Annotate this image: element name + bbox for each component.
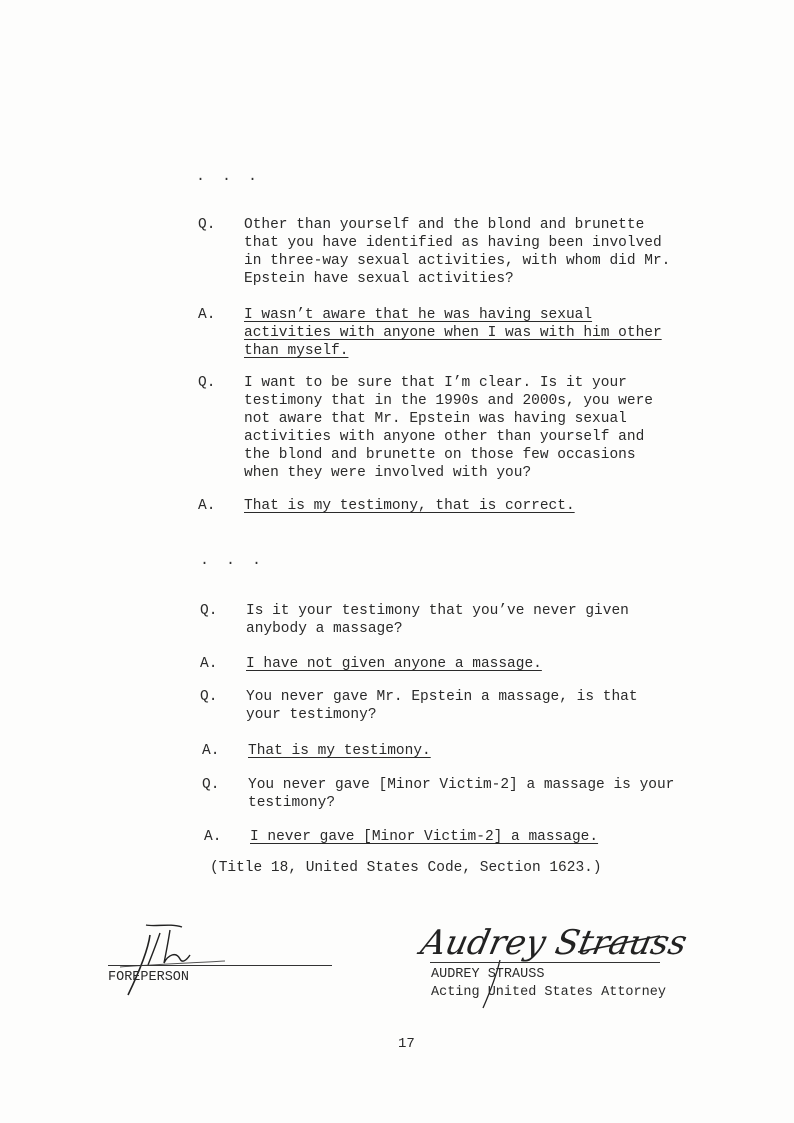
page-number: 17 bbox=[398, 1036, 415, 1052]
statute-citation: (Title 18, United States Code, Section 1623.) bbox=[210, 860, 602, 876]
qa-label: Q. bbox=[200, 689, 218, 705]
qa-label: A. bbox=[198, 307, 216, 323]
ellipsis-separator: . . . bbox=[196, 168, 262, 185]
question-text: Other than yourself and the blond and brunette that you have identified as having been involved in three-way sexual activities, with whom did Mr. Epstein have sexual activities? bbox=[244, 217, 671, 287]
question-text: You never gave Mr. Epstein a massage, is that your testimony? bbox=[246, 689, 638, 723]
attorney-signature-line bbox=[430, 962, 660, 963]
answer-text: That is my testimony. bbox=[248, 743, 431, 759]
svg-text:Audrey Strauss: Audrey Strauss bbox=[417, 923, 691, 963]
qa-label: A. bbox=[198, 498, 216, 514]
qa-label: Q. bbox=[198, 375, 216, 391]
qa-label: A. bbox=[200, 656, 218, 672]
foreperson-signature bbox=[100, 915, 230, 1005]
qa-label: Q. bbox=[200, 603, 218, 619]
answer-text: That is my testimony, that is correct. bbox=[244, 498, 575, 514]
answer-text: I have not given anyone a massage. bbox=[246, 656, 542, 672]
answer-text: I wasn’t aware that he was having sexual activities with anyone when I was with him other than myself. bbox=[244, 307, 662, 359]
qa-label: A. bbox=[202, 743, 220, 759]
qa-label: Q. bbox=[198, 217, 216, 233]
ellipsis-separator: . . . bbox=[200, 552, 266, 569]
attorney-caption: AUDREY STRAUSS Acting United States Attorney bbox=[431, 967, 666, 1000]
qa-label: A. bbox=[204, 829, 222, 845]
question-text: Is it your testimony that you’ve never given anybody a massage? bbox=[246, 603, 629, 637]
qa-label: Q. bbox=[202, 777, 220, 793]
answer-text: I never gave [Minor Victim-2] a massage. bbox=[250, 829, 599, 845]
question-text: I want to be sure that I’m clear. Is it your testimony that in the 1990s and 2000s, you were not aware that Mr. Epstein was having sexual activities with anyone other than yourself and the blond and brunette on those few occasions when they were involved with you? bbox=[244, 375, 653, 481]
foreperson-signature-line bbox=[108, 965, 332, 966]
foreperson-caption: FOREPERSON bbox=[108, 970, 190, 985]
question-text: You never gave [Minor Victim-2] a massage is your testimony? bbox=[248, 777, 675, 811]
